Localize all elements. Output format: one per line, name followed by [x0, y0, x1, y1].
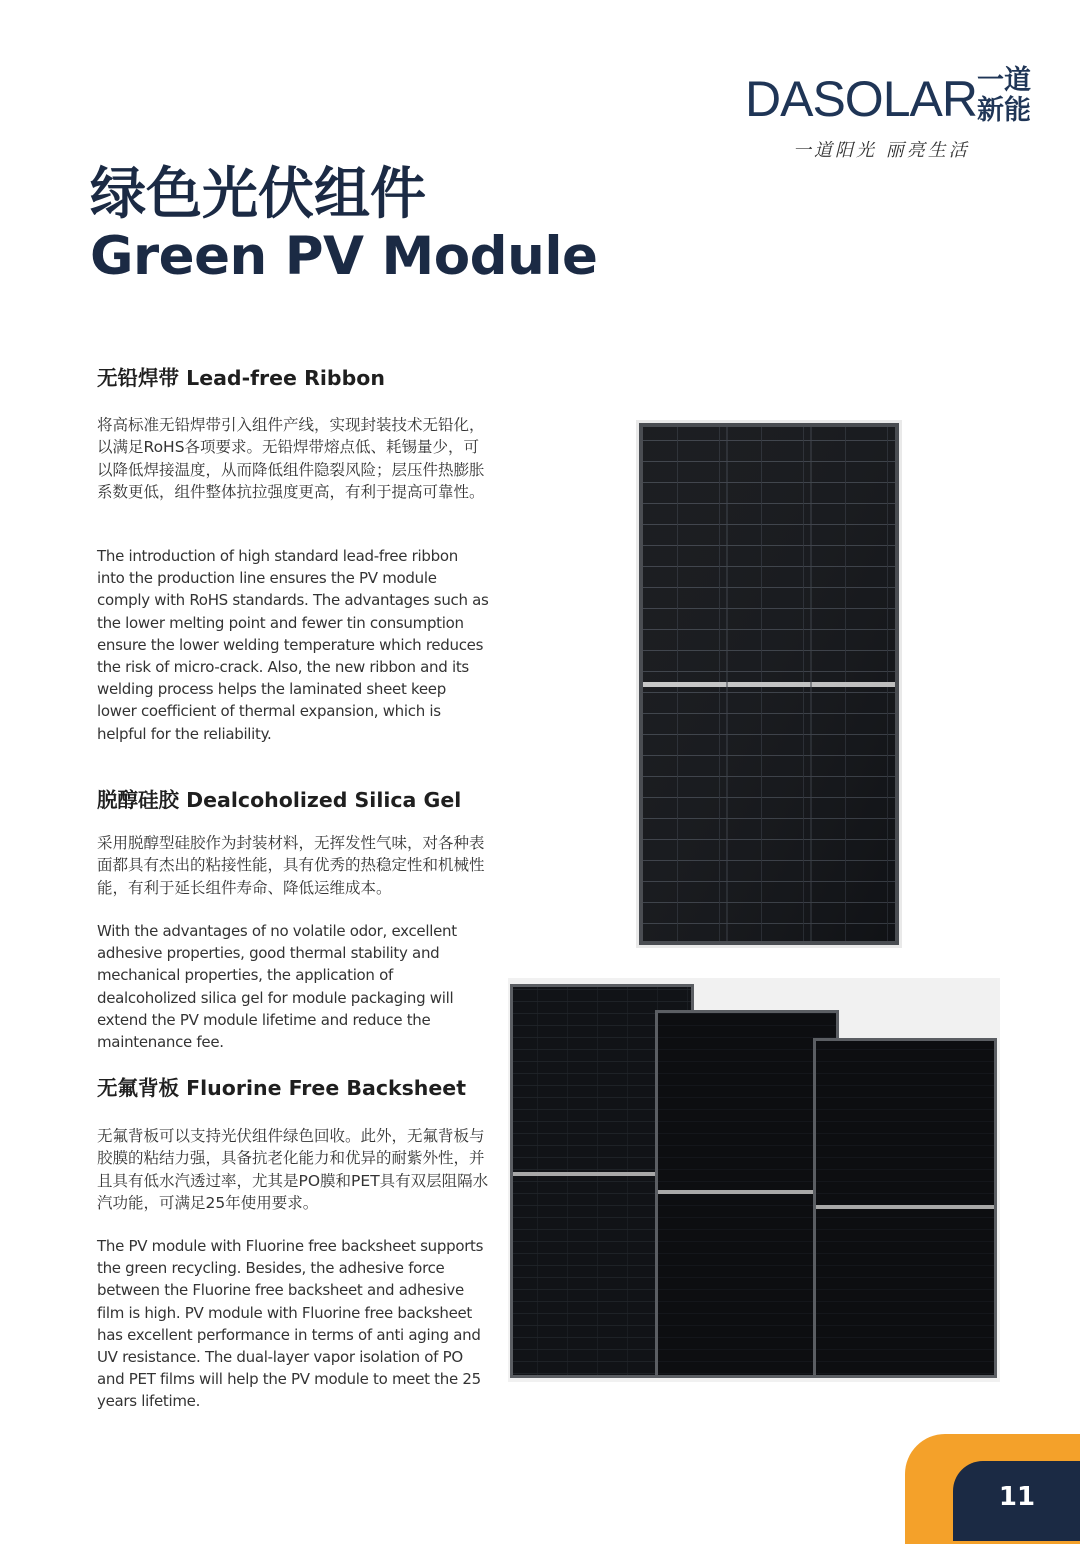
section-heading-lead-free-ribbon: 无铅焊带 Lead-free Ribbon [97, 366, 385, 390]
section-heading-backsheet: 无氟背板 Fluorine Free Backsheet [97, 1076, 467, 1100]
section-text-en-backsheet: The PV module with Fluorine free backsheet supports the green recycling. Besides, the adhesive force between the Fluorine free backsheet and adhesive film is high. PV module with Fluorine free backsheet has excellent performance in terms of anti aging and UV resistance. The dual-layer vapor isolation of PO and PET films will help the PV module to meet the 25 years lifetime. [97, 1237, 484, 1411]
logo-wordmark: DASOLAR [745, 71, 977, 127]
section-text-en-lead-free-ribbon: The introduction of high standard lead-free ribbon into the production line ensures the PV module comply with RoHS standards. The advantages such as the lower melting point and fewer tin consumption ensure the lower welding temperature which reduces the risk of micro-crack. Also, the new ribbon and its welding process helps the laminated sheet keep lower coefficient of thermal expansion, which is helpful for the reliability. [97, 547, 489, 743]
logo-cn-line1: 一道 [977, 65, 1031, 96]
logo-chinese [967, 66, 1031, 126]
logo-slogan: 一道阳光 丽亮生活 [793, 140, 970, 161]
section-heading-silica-gel: 脱醇硅胶 Dealcoholized Silica Gel [97, 788, 462, 812]
section-text-en-silica-gel: With the advantages of no volatile odor, excellent adhesive properties, good thermal stability and mechanical properties, the application of dealcoholized silica gel for module packaging will extend the PV module lifetime and reduce the maintenance fee. [97, 922, 457, 1052]
section-text-cn-lead-free-ribbon: 将高标准无铅焊带引入组件产线，实现封装技术无铅化，以满足RoHS各项要求。无铅焊带熔点低、耗锡量少，可以降低焊接温度，从而降低组件隐裂风险；层压件热膨胀系数更低，组件整体抗拉强度更高，有利于提高可靠性。 [97, 416, 485, 501]
section-text-cn-backsheet: 无氟背板可以支持光伏组件绿色回收。此外，无氟背板与胶膜的粘结力强，具备抗老化能力和优异的耐紫外性，并且具有低水汽透过率，尤其是PO膜和PET具有双层阻隔水汽功能，可满足25年使用要求。 [97, 1127, 489, 1212]
page-number: 11 [998, 1482, 1036, 1512]
section-text-cn-silica-gel: 采用脱醇型硅胶作为封装材料，无挥发性气味，对各种表面都具有杰出的粘接性能，具有优秀的热稳定性和机械性能，有利于延长组件寿命、降低运维成本。 [97, 834, 485, 897]
brand-logo [745, 62, 1035, 162]
pv-modules-group-image [508, 978, 1000, 1382]
page-title-en: Green PV Module [90, 226, 598, 287]
page-title-cn: 绿色光伏组件 [90, 162, 426, 227]
logo-cn-line2: 新能 [977, 95, 1031, 126]
pv-module-image [636, 420, 902, 948]
